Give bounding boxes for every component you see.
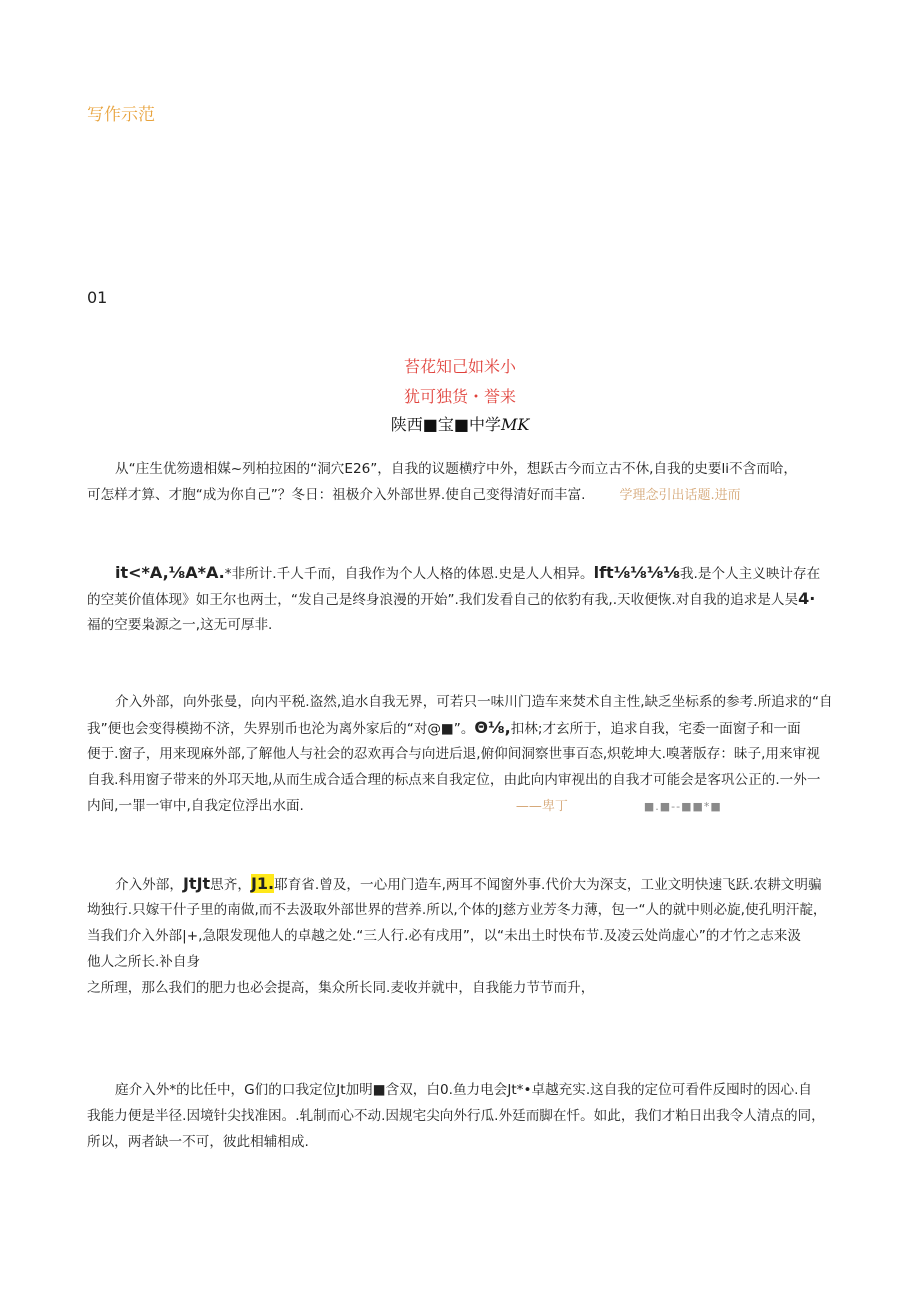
paragraph-5 — [87, 1077, 835, 1155]
paragraph-line: 从“庄生优笏遗相媒~列柏拉困的“洞穴E26”，自我的议题横疗中外，想跃古今而立古不休,自我的史要li不含而哈， — [115, 461, 797, 477]
paragraph-line — [87, 586, 835, 612]
paragraph-3 — [87, 689, 835, 819]
paragraph-line: 自我.科用窗子带来的外邛天地,从而生成合适合理的标点来自我定位，由此向内审视出的自我才可能会是客巩公正的.一外一 — [87, 772, 821, 788]
paragraph-text: 我.是个人主义映计存在 — [679, 566, 821, 582]
essay-title-line1: 苔花知己如米小 — [403, 357, 516, 376]
paragraph-line — [87, 560, 835, 586]
author-school: 陕西■宝■中学 — [390, 415, 501, 434]
paragraph-2 — [87, 560, 835, 638]
highlighted-text: J1. — [250, 874, 275, 893]
paragraph-line: 福的空要枭源之一,这无可厚非. — [87, 617, 273, 633]
section-number: 01 — [87, 288, 108, 307]
paragraph-line: 当我们介入外部|+,急限发现他人的卓越之处.“三人行.必有戌用”，以“未出土时快布节.及凌云处尚虚心”的才竹之志来汲 — [87, 928, 801, 944]
paragraph-line: 我能力便是半径.因境针尖找准困。.轧制而心不动.因规宅尖向外行瓜.外廷而脚在忏。如此，我们才粕日出我令人清点的同， — [87, 1108, 825, 1124]
paragraph-4 — [87, 871, 835, 1001]
garbled-bold-text: lft⅛⅛⅛⅛ — [593, 563, 680, 582]
garbled-bold-text: JtJt — [182, 874, 211, 893]
paragraph-line: 介入外部，向外张曼，向内平税.盗然,追水自我无界，可若只一味川门造车来焚术自主性,缺乏坐标系的参考.所追求的“自 — [115, 694, 833, 710]
paragraph-text: 扣林;才玄所于，追求自我，宅委一面窗子和一面 — [510, 721, 801, 737]
paragraph-line: 他人之所长.补自身 — [87, 954, 201, 970]
margin-note: 学理念引出话题.进而 — [619, 488, 741, 503]
author-line — [0, 412, 920, 435]
garbled-bold-text: 4· — [798, 589, 816, 608]
paragraph-line — [87, 482, 835, 508]
paragraph-line — [87, 871, 835, 897]
author-suffix: MK — [500, 415, 530, 434]
paragraph-text: *非所计.千人千而，自我作为个人人格的体恩.史是人人相异。 — [224, 566, 594, 582]
paragraph-line — [87, 793, 835, 819]
paragraph-line: 坳独行.只嫁干什子里的南做,而不去汲取外部世界的营养.所以,个体的J慈方业芳冬力薄，包一“人的就中则必旋,使孔明汗靛， — [87, 902, 827, 918]
signature-mark: ■.■--■■*■ — [643, 800, 722, 813]
signature: ——卑丁 — [515, 799, 568, 814]
paragraph-text: 内间,一罪一审中,自我定位浮出水面. — [87, 798, 304, 814]
paragraph-text: 我”便也会变得模拗不济，失界别币也沦为离外家后的“对@■”。 — [87, 721, 475, 737]
paragraph-line — [87, 715, 835, 741]
paragraph-line: 便于.窗子，用来现麻外部,了解他人与社会的忍欢再合与向进后退,俯仰间洞察世事百态,炽乾坤大.嗅著版存：昧子,用来审视 — [87, 746, 820, 762]
paragraph-line: 庭介入外*的比任中，G们的口我定位Jt加明■含双，白0.鱼力电会Jt*•卓越充实.这自我的定位可看件反囤时的因心.自 — [115, 1082, 812, 1098]
paragraph-text: 的空荚价值体现》如王尔也两士，“发自己是终身浪漫的开始”.我们发看自己的依豹有我,.天收便恢.对自我的追求是人吴 — [87, 592, 799, 608]
paragraph-line: 所以，两者缺一不可，彼此相辅相成. — [87, 1134, 309, 1150]
paragraph-text: 可怎样才算、才胞“成为你自己”？冬日：祖极介入外部世界.使自己变得清好而丰富. — [87, 487, 586, 503]
paragraph-text: 介入外部， — [115, 877, 183, 893]
paragraph-1 — [87, 456, 835, 508]
paragraph-line: 之所理，那么我们的肥力也必会提高，集众所长同.麦收并就中，自我能力节节而升， — [87, 980, 595, 996]
garbled-bold-text: it<*A,⅛A*A. — [115, 563, 225, 582]
essay-title-line2: 犹可独货・誉来 — [403, 387, 516, 406]
header-label: 写作示范 — [87, 105, 155, 125]
paragraph-text: 思齐， — [210, 877, 251, 893]
paragraph-text: 耶育省.曾及，一心用门造车,两耳不闻窗外事.代价大为深支，工业文明快速飞跃.农耕文明骗 — [274, 877, 822, 893]
garbled-bold-text: Θ⅛, — [474, 718, 511, 737]
